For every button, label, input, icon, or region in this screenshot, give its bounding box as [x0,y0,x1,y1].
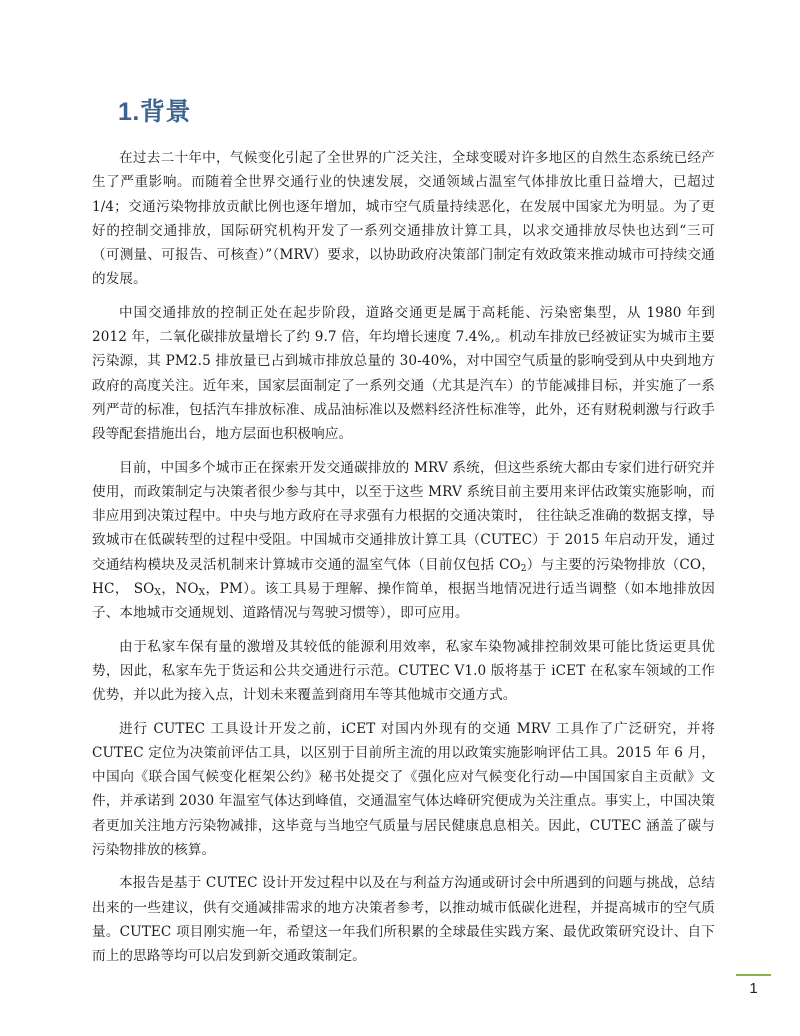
paragraph-3-text-b: ）与主要的污染物排放（CO，HC， SO [92,556,715,598]
paragraph-6: 本报告是基于 CUTEC 设计开发过程中以及在与利益方沟通或研讨会中所遇到的问题与挑战，总结出来的一些建议，供有交通减排需求的地方决策者参考，以推动城市低碳化进程，并提高城市的空气质量。CUTEC 项目刚实施一年，希望这一年我们所积累的全球最佳实践方案、最优政策研究设计、自下而上的思路等均可以启发到新交通政策制定。 [92,875,715,965]
paragraph-4: 由于私家车保有量的激增及其较低的能源利用效率，私家车染物减排控制效果可能比货运更具优势，因此，私家车先于货运和公共交通进行示范。CUTEC V1.0 版将基于 iCET 在私家车领域的工作优势，并以此为接入点，计划未来覆盖到商用车等其他城市交通方式。 [92,638,715,704]
paragraph-3-text-a: 目前，中国多个城市正在探索开发交通碳排放的 MRV 系统，但这些系统大都由专家们进行研究并使用，而政策制定与决策者很少参与其中，以至于这些 MRV 系统目前主要用来评估政策实施影响，而非应用到决策过程中。中央与地方政府在寻求强有力根据的交通决策时， 往往缺乏准确的数据支撑，导致城市在低碳转型的过程中受阻。中国城市交通排放计算工具（CUTEC）于 2015 年启动开发，通过交通结构模块及灵活机制来计算城市交通的温室气体（目前仅包括 CO [92,459,715,573]
paragraph-5: 进行 CUTEC 工具设计开发之前，iCET 对国内外现有的交通 MRV 工具作了广泛研究，并将 CUTEC 定位为决策前评估工具，以区别于目前所主流的用以政策实施影响评估工具。2015 年 6 月，中国向《联合国气候变化框架公约》秘书处提交了《强化应对气候变化行动—中国国家自主贡献》文件，并承诺到 2030 年温室气体达到峰值，交通温室气体达峰研究便成为关注重点。事实上，中国决策者更加关注地方污染物减排，这毕竟与当地空气质量与居民健康息息相关。因此，CUTEC 涵盖了碳与污染物排放的核算。 [92,720,715,859]
subscript-sox: X [154,588,161,599]
subscript-nox: X [198,588,206,599]
subscript-co2: 2 [520,563,527,574]
page-number-rule [736,974,771,976]
body-text [92,146,715,978]
paragraph-3 [92,456,715,626]
paragraph-3-text-c: ，NO [160,581,199,598]
paragraph-1: 在过去二十年中，气候变化引起了全世界的广泛关注，全球变暖对许多地区的自然生态系统已经产生了严重影响。而随着全世界交通行业的快速发展，交通领域占温室气体排放比重日益增大，已超过 1/4；交通污染物排放贡献比例也逐年增加，城市空气质量持续恶化，在发展中国家尤为明显。为了更好的控制交通排放，国际研究机构开发了一系列交通排放计算工具，以求交通排放尽快也达到“三可（可测量、可报告、可核查）”（MRV）要求，以协助政府决策部门制定有效政策来推动城市可持续交通的发展。 [92,150,715,288]
page-title: 1.背景 [118,98,191,126]
paragraph-3-text-d: ，PM）。该工具易于理解、操作简单，根据当地情况进行适当调整（如本地排放因子、本地城市交通规划、道路情况与驾驶习惯等），即可应用。 [92,581,715,622]
paragraph-2: 中国交通排放的控制正处在起步阶段，道路交通更是属于高耗能、污染密集型，从 1980 年到 2012 年，二氧化碳排放量增长了约 9.7 倍，年均增长速度 7.4%,。机动车排放已经被证实为城市主要污染源，其 PM2.5 排放量已占到城市排放总量的 30-40%，对中国空气质量的影响受到从中央到地方政府的高度关注。近年来，国家层面制定了一系列交通（尤其是汽车）的节能减排目标，并实施了一系列严苛的标准，包括汽车排放标准、成品油标准以及燃料经济性标准等，此外，还有财税刺激与行政手段等配套措施出台，地方层面也积极响应。 [92,304,715,443]
page-number: 1 [749,980,758,997]
